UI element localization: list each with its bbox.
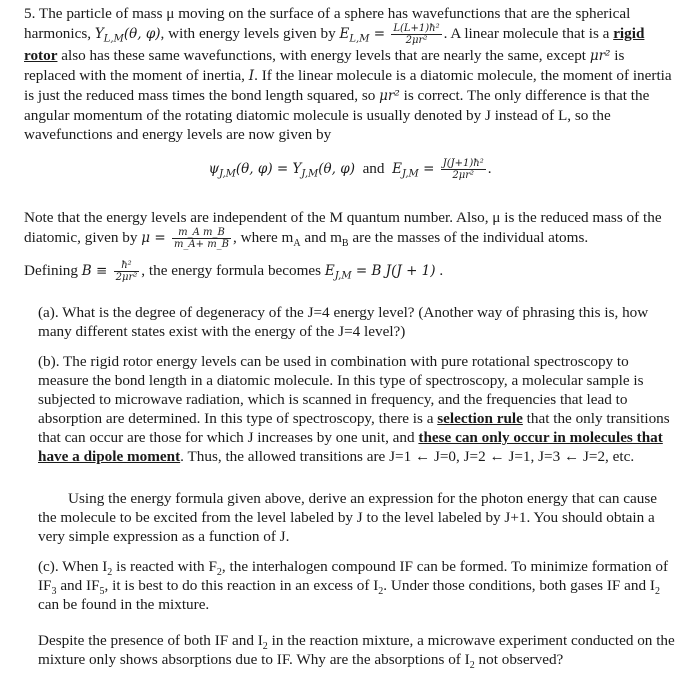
note-text-3: and m — [300, 228, 342, 246]
rotor-term: rotor — [24, 47, 58, 64]
intro-text-3: . A linear molecule that is a — [443, 24, 614, 42]
part-a-question: (a). What is the degree of degeneracy of the J=4 energy level? (Another way of phrasing this is, how many different states exist with the energy of the J=4 level?) — [38, 304, 649, 340]
part-b-text-1: (b). The rigid rotor energy levels can be used in combination with pure rotational spectroscopy to measure the bond length in a diatomic molecule. In this type of spectroscopy, a molecular sample is subjected to microwave radiation, which is scanned in frequency, and the frequencies that lead to absorption are determined. In this type of spectroscopy, there is a — [38, 353, 644, 427]
ylm-symbol: $Y_{L,M}(\theta$, φ) — [94, 25, 161, 45]
b-definition: B ≡ — [81, 262, 112, 279]
selection-rule-term: selection rule — [437, 410, 523, 427]
intro-text-7: is correct. The only difference is that the angular momentum of the rotating diatomic molecule is usually denoted by J instead of L, so the wavefunctions and energy levels are now given by — [24, 87, 650, 143]
mu-symbol: μ = — [141, 229, 170, 246]
part-b-text-3: . Thus, the allowed transitions are J=1 ← J=0, J=2 ← J=1, J=3 ← J=2, etc. — [180, 448, 635, 465]
note-text-4: are the masses of the individual atoms. — [348, 228, 589, 246]
intro-text-4: also has these same wavefunctions, with energy levels that are nearly the same, except — [57, 47, 590, 64]
note-text-2: , where m — [233, 228, 294, 246]
intro-text-6: . If the linear molecule is a diatomic molecule, the moment of inertia is just the reduced mass times the bond length squared, so — [24, 67, 672, 104]
rigid-term: rigid — [613, 24, 645, 42]
part-c-question: (c). When $I_2$ is reacted with $F_2$, the interhalogen compound IF can be formed. To minimize formation of $IF_3$ and $IF_5$, it is best to do this reaction in an excess of $I_2$. Under those conditions, both gases IF and $I_2$ can be found in the mixture. — [38, 558, 669, 613]
part-b-question — [38, 352, 678, 466]
psi-expression: $\psi_{J,M}(\theta$, $\varphi) = Y_{J,M}(\theta$, φ) — [208, 160, 355, 180]
note-paragraph: Note that the energy levels are independent of the M quantum number. Also, μ is the reduced mass of the diatomic, given by μ = $\frac{\text{m\_A m\_B}}{m\_A+ m\_B}$ , where $m_A$ and $m_B$ are the masses of the individual atoms. — [24, 209, 662, 250]
part-b-derivation: Using the energy formula given above, derive an expression for the photon energy that can cause the molecule to be excited from the level labeled by J to the level labeled by J+1. You should obtain a very simple expression as a function of J. — [38, 490, 658, 545]
inertia-symbol: I — [248, 68, 255, 84]
and-word: and — [362, 159, 385, 177]
elm-fraction: $\frac{\text{L(L+1)ħ²}}{\text{2μr²}}$ — [393, 23, 440, 46]
intro-text-2: , with energy levels given by — [160, 24, 340, 42]
intro-text-1: 5. The particle of mass μ moving on the surface of a sphere has wavefunctions that are the spherical harmonics, — [24, 5, 631, 42]
defining-b-line: Defining B ≡ $\frac{\text{ħ²}}{\text{2μr²}}$ , the energy formula becomes $E_{J,M} = B$ J(J + 1) . — [24, 260, 444, 283]
elm-symbol: $E_{L,M}$ = — [339, 25, 390, 45]
part-b-text-2: that the only transitions that can occur are those for which J increases by one unit, and — [38, 410, 670, 446]
dipole-moment-term: these can only occur in molecules that have a dipole moment — [38, 429, 663, 465]
central-equation: $\psi_{J,M}(\theta$, $\varphi) = Y_{J,M}(\theta$, φ) and $E_{J,M}$ = $\frac{\text{J(J+1)ħ²}}{\text{2μr²}}$ . — [208, 158, 492, 181]
ejm-fraction: $\frac{\text{J(J+1)ħ²}}{\text{2μr²}}$ — [442, 158, 484, 181]
energy-formula: $E_{J,M} = B$ J(J + 1) — [324, 262, 436, 282]
b-fraction: $\frac{\text{ħ²}}{\text{2μr²}}$ — [115, 260, 138, 283]
ejm-expression: $E_{J,M}$ = — [392, 160, 439, 180]
intro-text-5: is replaced with the moment of inertia, — [24, 47, 625, 84]
defining-text-2: , the energy formula becomes — [141, 261, 325, 279]
intro-paragraph — [24, 4, 676, 144]
note-text-1: Note that the energy levels are independent of the M quantum number. Also, μ is the reduced mass of the diatomic, given by — [24, 209, 662, 246]
reduced-mass-fraction: $\frac{\text{m\_A m\_B}}{m\_A+ m\_B}$ — [173, 227, 230, 250]
mur2-symbol-2: μr² — [379, 88, 400, 104]
part-c-followup: Despite the presence of both IF and $I_2$ in the reaction mixture, a microwave experiment conducted on the mixture only shows absorptions due to IF. Why are the absorptions of $I_2$ not observed? — [38, 632, 675, 672]
defining-text-1: Defining — [24, 261, 82, 279]
mur2-symbol: μr² — [589, 48, 611, 64]
